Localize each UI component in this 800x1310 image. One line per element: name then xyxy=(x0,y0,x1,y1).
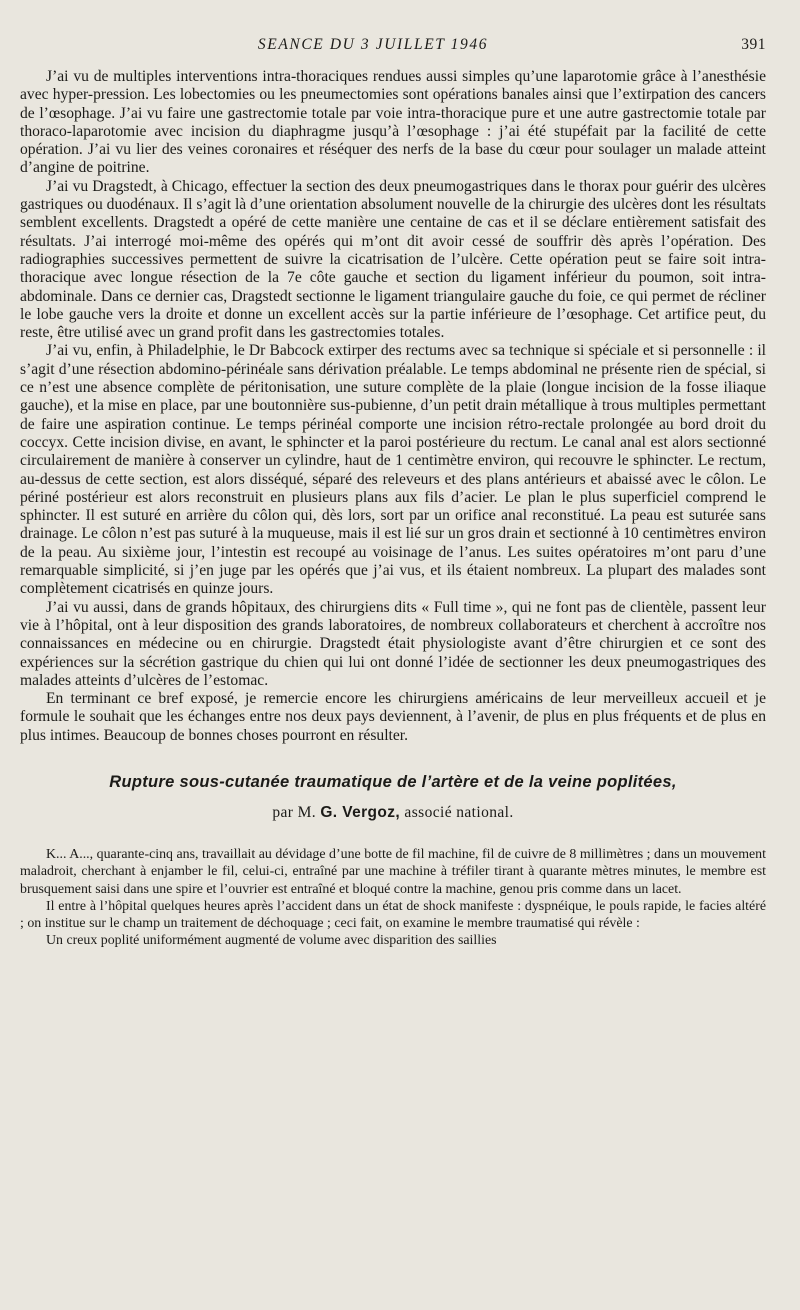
paragraph: En terminant ce bref exposé, je remercie encore les chirurgiens américains de leur merveilleux accueil et je formule le souhait que les échanges entre nos deux pays deviennent, à l’avenir, de plus en plus fréquents et de plus en plus intimes. Beaucoup de bonnes choses pourront en résulter. xyxy=(20,690,766,744)
byline-suffix: associé national. xyxy=(404,803,514,821)
byline-prefix: par M. xyxy=(272,803,317,821)
paragraph: J’ai vu Dragstedt, à Chicago, effectuer la section des deux pneumogastriques dans le thorax pour guérir des ulcères gastriques ou duodénaux. Il s’agit là d’une orientation absolument nouvelle de la chirurgie des ulcères dont les résultats semblent excellents. Dragstedt a opéré de cette manière une centaine de cas et il se déclare entièrement satisfait des résultats. J’ai interrogé moi-même des opérés qui m’ont dit avoir cessé de souffrir dès après l’opération. Des radiographies successives permettent de suivre la cicatrisation de l’ulcère. Cette opération peut se faire soit intra-thoracique avec longue résection de la 7e côte gauche et section du ligament inférieur du poumon, soit intra-abdominale. Dans ce dernier cas, Dragstedt sectionne le ligament triangulaire gauche du foie, ce qui permet de récliner le lobe gauche vers la droite et donne un excellent accès sur la partie inférieure de l’œsophage. Cet artifice peut, du reste, être utilisé avec un grand profit dans les gastrectomies totales. xyxy=(20,177,766,342)
byline xyxy=(20,804,766,822)
article-title: Rupture sous-cutanée traumatique de l’artère et de la veine poplitées, xyxy=(109,772,677,791)
running-title: SEANCE DU 3 JUILLET 1946 xyxy=(257,36,489,53)
case-report xyxy=(20,846,766,950)
paragraph: J’ai vu aussi, dans de grands hôpitaux, des chirurgiens dits « Full time », qui ne font pas de clientèle, passent leur vie à l’hôpital, ont à leur disposition des grands laboratoires, de nombreux collaborateurs et cherchent à accroître nos connaissances en médecine ou en chirurgie. Dragstedt était physiologiste avant d’être chirurgien et ce sont des expériences sur la sécrétion gastrique du chien qui lui ont donné l’idée de sectionner les deux pneumogastriques des malades atteints d’ulcères de l’estomac. xyxy=(20,598,766,689)
author-name: G. Vergoz, xyxy=(320,803,401,821)
page-number: 391 xyxy=(741,36,766,53)
case-paragraph: Un creux poplité uniformément augmenté de volume avec disparition des saillies xyxy=(46,933,497,949)
case-paragraph: K... A..., quarante-cinq ans, travaillait au dévidage d’une botte de fil machine, fil de cuivre de 8 millimètres ; dans un mouvement maladroit, cherchant à enjamber le fil, celui-ci, entraîné par une machine à tréfiler tirant à quarante mètres minutes, le membre est brusquement saisi dans une spire et l’ouvrier est entraîné et bloqué contre la machine, genou pris comme dans un lacet. xyxy=(20,846,766,897)
paragraph: J’ai vu de multiples interventions intra-thoraciques rendues aussi simples qu’une laparotomie grâce à l’anesthésie avec hyper-pression. Les lobectomies ou les pneumectomies sont opérations banales ainsi que l’extirpation des cancers de l’œsophage. J’ai vu faire une gastrectomie totale par voie intra-thoracique pure et une autre gastrectomie totale par thoraco-laparotomie avec incision du diaphragme jusqu’à l’œsophage : j’ai été stupéfait par la facilité de cette opération. J’ai vu lier des veines coronaires et réséquer des nerfs de la base du cœur pour soulager un malade atteint d’angine de poitrine. xyxy=(20,68,766,177)
case-paragraph: Il entre à l’hôpital quelques heures après l’accident dans un état de shock manifeste : dyspnéique, le pouls rapide, le facies altéré ; on institue sur le champ un traitement de déchoquage ; ceci fait, on examine le membre traumatisé qui révèle : xyxy=(20,898,766,932)
main-body xyxy=(20,68,766,745)
paragraph: J’ai vu, enfin, à Philadelphie, le Dr Babcock extirper des rectums avec sa technique si spéciale et si personnelle : il s’agit d’une résection abdomino-périnéale sans dérivation préalable. Le temps abdominal ne présente rien de spécial, si ce n’est une absence complète de péritonisation, une suture complète de la plaie (longue incision de la fosse iliaque gauche), et la mise en place, par une boutonnière sus-pubienne, d’un petit drain métallique à trous multiples permettant de faire une aspiration continue. Le temps périnéal comporte une incision rétro-rectale prolongée au bord droit du coccyx. Cette incision divise, en avant, le sphincter et la paroi postérieure du rectum. Le canal anal est alors sectionné circulairement de manière à conserver un cylindre, haut de 1 centimètre environ, qui recouvre le sphincter. Le rectum, au-dessus de cette section, est alors disséqué, séparé des releveurs et des plans antérieurs et abaissé avec le côlon. Le périné postérieur est alors reconstruit en plusieurs plans aux fils d’acier. Le plan le plus superficiel comprend le sphincter. Il est suturé en arrière du côlon qui, dès lors, sort par un orifice anal reconstitué. La peau est suturée sans drainage. Le côlon n’est pas suturé à la muqueuse, mais il est lié sur un gros drain et sectionné à 10 centimètres environ de la peau. Au sixième jour, l’intestin est recoupé au voisinage de l’anus. Les suites opératoires m’ont paru d’une remarquable simplicité, si j’en juge par les opérés que j’ai vus, et ils étaient nombreux. La plupart des malades sont complètement cicatrisés en quinze jours. xyxy=(20,342,766,598)
running-header xyxy=(20,36,766,60)
